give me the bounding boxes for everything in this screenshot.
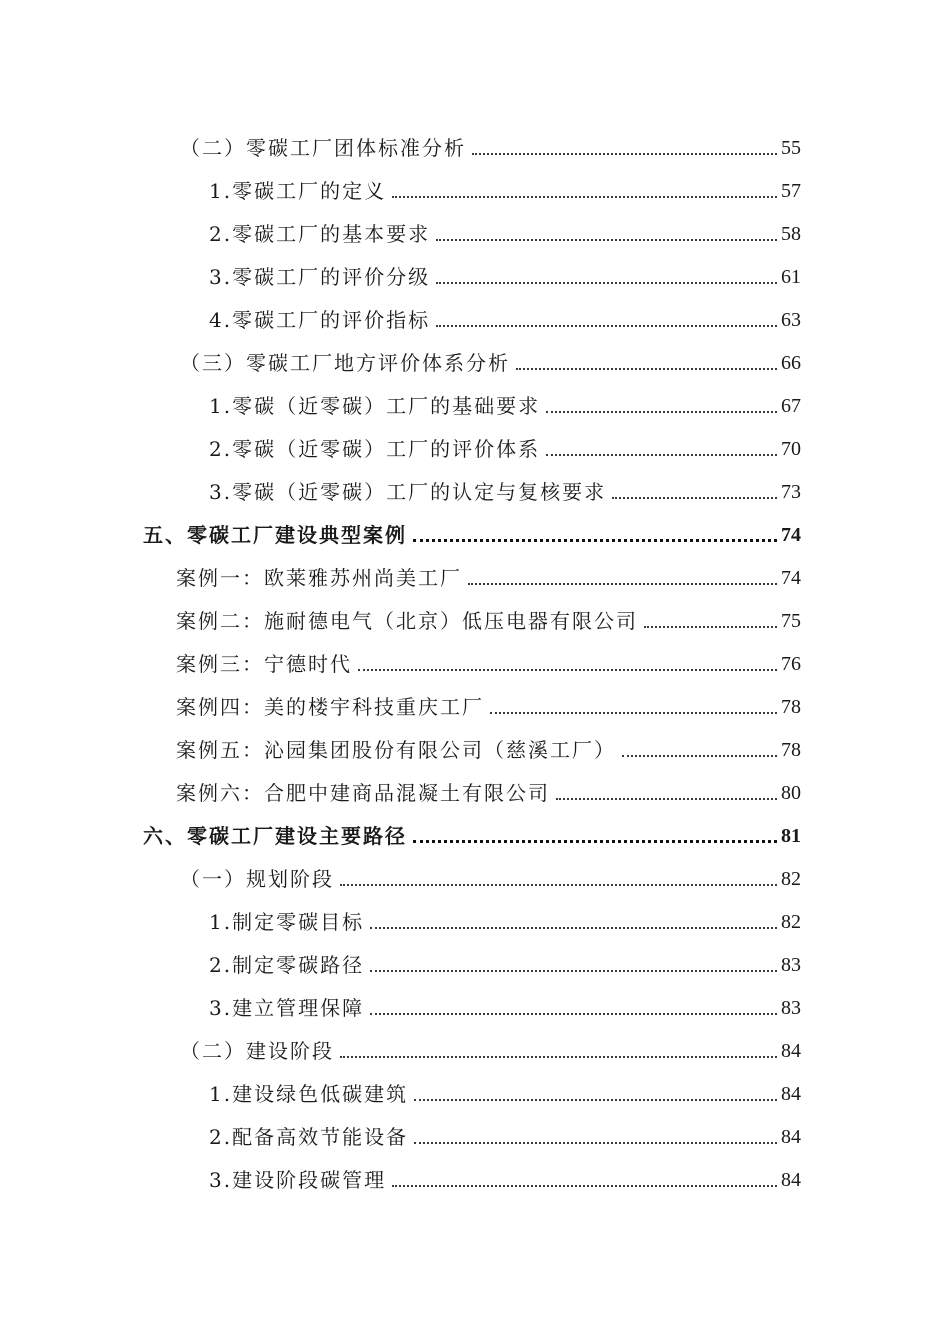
- toc-entry[interactable]: [0, 118, 944, 161]
- toc-entry[interactable]: [0, 763, 944, 806]
- toc-leader-dots: [340, 1056, 777, 1058]
- toc-entry-title: 案例三：宁德时代: [176, 652, 352, 676]
- toc-leader-dots: [370, 927, 777, 929]
- toc-leader-dots: [516, 368, 777, 370]
- toc-entry-page: 82: [781, 911, 801, 933]
- toc-leader-dots: [436, 282, 777, 284]
- toc-entry[interactable]: [0, 376, 944, 419]
- toc-entry[interactable]: [0, 892, 944, 935]
- toc-entry-title: 案例二：施耐德电气（北京）低压电器有限公司: [176, 609, 638, 633]
- toc-entry[interactable]: [0, 333, 944, 376]
- toc-entry-title: 3.零碳工厂的评价分级: [209, 265, 431, 289]
- toc-entry-title: 案例五：沁园集团股份有限公司（慈溪工厂）: [176, 738, 616, 762]
- toc-entry-title: 3.零碳（近零碳）工厂的认定与复核要求: [209, 480, 607, 504]
- table-of-contents: [0, 118, 944, 1193]
- toc-entry-title: 1.零碳工厂的定义: [209, 179, 387, 203]
- toc-entry-title: 3.建立管理保障: [209, 996, 365, 1020]
- toc-leader-dots: [392, 196, 777, 198]
- toc-entry-title: 4.零碳工厂的评价指标: [209, 308, 431, 332]
- toc-entry[interactable]: [0, 204, 944, 247]
- toc-entry-title: 1.零碳（近零碳）工厂的基础要求: [209, 394, 541, 418]
- toc-leader-dots: [413, 539, 777, 542]
- toc-leader-dots: [370, 970, 777, 972]
- toc-entry[interactable]: [0, 634, 944, 677]
- toc-entry-title: 案例六：合肥中建商品混凝土有限公司: [176, 781, 550, 805]
- toc-entry-title: 2.配备高效节能设备: [209, 1125, 409, 1149]
- toc-leader-dots: [414, 1099, 777, 1101]
- toc-leader-dots: [358, 669, 777, 671]
- toc-entry-page: 67: [781, 395, 801, 417]
- toc-entry[interactable]: [0, 161, 944, 204]
- toc-entry[interactable]: [0, 1064, 944, 1107]
- toc-entry[interactable]: [0, 1107, 944, 1150]
- toc-entry[interactable]: [0, 978, 944, 1021]
- toc-entry-page: 73: [781, 481, 801, 503]
- toc-leader-dots: [546, 454, 777, 456]
- toc-entry[interactable]: [0, 1150, 944, 1193]
- toc-entry-page: 82: [781, 868, 801, 890]
- toc-chapter-entry[interactable]: [0, 505, 944, 548]
- toc-entry[interactable]: [0, 247, 944, 290]
- toc-entry-title: 案例四：美的楼宇科技重庆工厂: [176, 695, 484, 719]
- toc-entry-title: （三）零碳工厂地方评价体系分析: [180, 351, 510, 375]
- toc-entry-page: 76: [781, 653, 801, 675]
- toc-entry-page: 84: [781, 1126, 801, 1148]
- toc-entry[interactable]: [0, 591, 944, 634]
- toc-leader-dots: [414, 1142, 777, 1144]
- toc-entry-page: 81: [781, 825, 801, 847]
- toc-leader-dots: [546, 411, 777, 413]
- toc-leader-dots: [644, 626, 777, 628]
- toc-entry-title: 2.零碳（近零碳）工厂的评价体系: [209, 437, 541, 461]
- toc-entry-title: 3.建设阶段碳管理: [209, 1168, 387, 1192]
- toc-leader-dots: [472, 153, 777, 155]
- toc-entry-page: 78: [781, 696, 801, 718]
- toc-leader-dots: [436, 325, 777, 327]
- toc-leader-dots: [622, 755, 777, 757]
- toc-entry-page: 74: [781, 524, 801, 546]
- toc-entry-title: 案例一：欧莱雅苏州尚美工厂: [176, 566, 462, 590]
- toc-leader-dots: [556, 798, 777, 800]
- toc-entry-page: 84: [781, 1169, 801, 1191]
- toc-entry[interactable]: [0, 548, 944, 591]
- toc-entry-page: 83: [781, 997, 801, 1019]
- toc-entry-page: 58: [781, 223, 801, 245]
- toc-entry[interactable]: [0, 462, 944, 505]
- toc-entry-page: 75: [781, 610, 801, 632]
- toc-entry-page: 80: [781, 782, 801, 804]
- toc-entry[interactable]: [0, 849, 944, 892]
- toc-entry[interactable]: [0, 1021, 944, 1064]
- toc-entry-page: 70: [781, 438, 801, 460]
- toc-entry-page: 63: [781, 309, 801, 331]
- toc-entry-title: （二）零碳工厂团体标准分析: [180, 136, 466, 160]
- toc-entry-page: 66: [781, 352, 801, 374]
- toc-entry-title: 五、零碳工厂建设典型案例: [143, 523, 407, 547]
- toc-entry-title: 2.零碳工厂的基本要求: [209, 222, 431, 246]
- toc-entry[interactable]: [0, 677, 944, 720]
- toc-entry-title: 1.建设绿色低碳建筑: [209, 1082, 409, 1106]
- toc-leader-dots: [436, 239, 777, 241]
- toc-entry-page: 78: [781, 739, 801, 761]
- toc-leader-dots: [392, 1185, 777, 1187]
- toc-entry[interactable]: [0, 419, 944, 462]
- toc-leader-dots: [340, 884, 777, 886]
- toc-entry-page: 61: [781, 266, 801, 288]
- toc-entry-title: 六、零碳工厂建设主要路径: [143, 824, 407, 848]
- toc-leader-dots: [490, 712, 777, 714]
- toc-entry-page: 83: [781, 954, 801, 976]
- toc-entry-title: 2.制定零碳路径: [209, 953, 365, 977]
- toc-entry-page: 55: [781, 137, 801, 159]
- toc-entry[interactable]: [0, 290, 944, 333]
- toc-leader-dots: [370, 1013, 777, 1015]
- toc-entry-page: 57: [781, 180, 801, 202]
- toc-entry-title: （一）规划阶段: [180, 867, 334, 891]
- toc-entry[interactable]: [0, 720, 944, 763]
- toc-entry-title: （二）建设阶段: [180, 1039, 334, 1063]
- toc-leader-dots: [468, 583, 777, 585]
- toc-leader-dots: [612, 497, 777, 499]
- toc-entry-page: 84: [781, 1083, 801, 1105]
- toc-entry-page: 74: [781, 567, 801, 589]
- toc-entry-title: 1.制定零碳目标: [209, 910, 365, 934]
- toc-entry[interactable]: [0, 935, 944, 978]
- toc-entry-page: 84: [781, 1040, 801, 1062]
- toc-chapter-entry[interactable]: [0, 806, 944, 849]
- toc-leader-dots: [413, 840, 777, 843]
